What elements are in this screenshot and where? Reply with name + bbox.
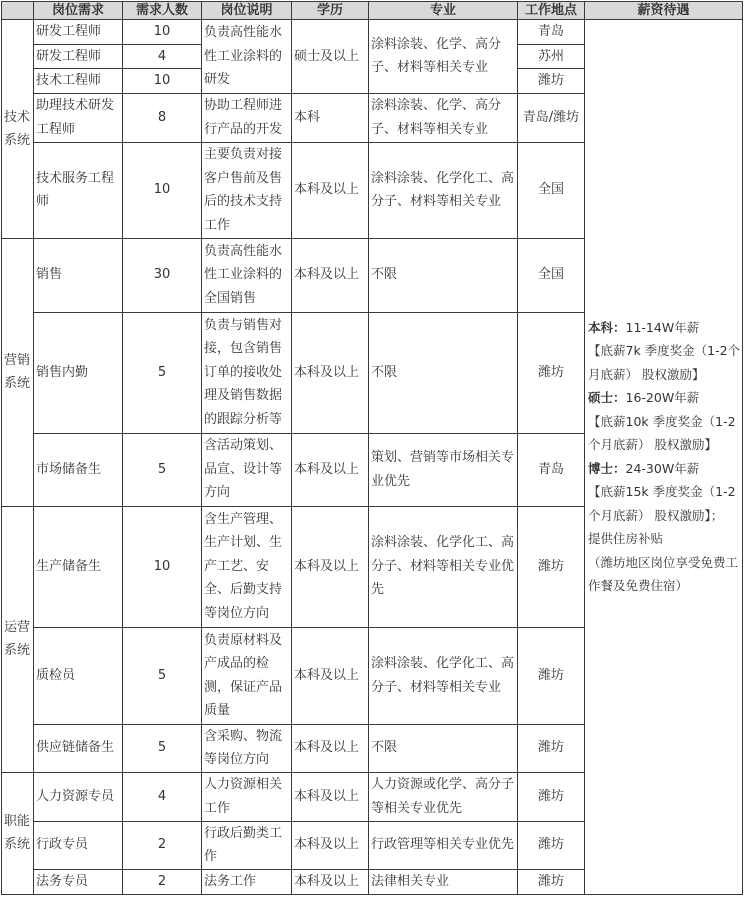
major-cell: 法律相关专业 bbox=[369, 869, 518, 894]
major-cell: 涂料涂装、化学化工、高分子、材料等相关专业 bbox=[369, 627, 518, 724]
pay-housing: 提供住房补贴 bbox=[588, 531, 664, 547]
edu-cell: 本科及以上 bbox=[292, 869, 369, 894]
pay-master-detail: 【底薪10k 季度奖金（1-2个月底薪） 股权激励】 bbox=[588, 413, 736, 453]
header-edu: 学历 bbox=[292, 2, 369, 20]
count-cell: 5 bbox=[123, 433, 202, 506]
count-cell: 2 bbox=[123, 869, 202, 894]
table-row bbox=[2, 20, 743, 45]
pay-bachelor bbox=[588, 316, 741, 340]
header-major: 专业 bbox=[369, 2, 518, 20]
desc-cell: 含活动策划、品宣、设计等方向 bbox=[202, 433, 292, 506]
pay-master-value: 16-20W年薪 bbox=[625, 390, 700, 406]
post-cell: 质检员 bbox=[34, 627, 123, 724]
post-cell: 人力资源专员 bbox=[34, 772, 123, 821]
pay-bachelor-label: 本科： bbox=[588, 319, 626, 335]
desc-cell: 负责原材料及产成品的检测，保证产品质量 bbox=[202, 627, 292, 724]
pay-doctor-value: 24-30W年薪 bbox=[625, 460, 700, 476]
location-cell: 青岛 bbox=[518, 20, 585, 45]
post-cell: 行政专员 bbox=[34, 821, 123, 869]
major-cell: 行政管理等相关专业优先 bbox=[369, 821, 518, 869]
edu-cell: 本科及以上 bbox=[292, 506, 369, 627]
location-cell: 青岛/潍坊 bbox=[518, 93, 585, 142]
desc-cell: 法务工作 bbox=[202, 869, 292, 894]
header-blank bbox=[2, 2, 34, 20]
desc-cell: 行政后勤类工作 bbox=[202, 821, 292, 869]
post-cell: 法务专员 bbox=[34, 869, 123, 894]
location-cell: 潍坊 bbox=[518, 869, 585, 894]
major-cell: 涂料涂装、化学、高分子、材料等相关专业 bbox=[369, 20, 518, 94]
post-cell: 销售内勤 bbox=[34, 312, 123, 433]
location-cell: 全国 bbox=[518, 142, 585, 238]
count-cell: 4 bbox=[123, 772, 202, 821]
pay-bachelor-detail: 【底薪7k 季度奖金（1-2个月底薪） 股权激励】 bbox=[588, 343, 741, 382]
major-cell: 策划、营销等市场相关专业优先 bbox=[369, 433, 518, 506]
location-cell: 潍坊 bbox=[518, 506, 585, 627]
location-cell: 潍坊 bbox=[518, 772, 585, 821]
count-cell: 4 bbox=[123, 44, 202, 69]
post-cell: 供应链储备生 bbox=[34, 724, 123, 772]
major-cell: 人力资源或化学、高分子等相关专业优先 bbox=[369, 772, 518, 821]
header-desc: 岗位说明 bbox=[202, 2, 292, 20]
pay-master-label: 硕士： bbox=[588, 390, 626, 406]
header-post: 岗位需求 bbox=[34, 2, 123, 20]
job-table bbox=[1, 1, 743, 895]
edu-cell: 本科及以上 bbox=[292, 627, 369, 724]
desc-cell: 含生产管理、生产计划、生产工艺、安全、后勤支持等岗位方向 bbox=[202, 506, 292, 627]
desc-cell: 人力资源相关工作 bbox=[202, 772, 292, 821]
location-cell: 青岛 bbox=[518, 433, 585, 506]
count-cell: 30 bbox=[123, 238, 202, 312]
post-cell: 技术服务工程师 bbox=[34, 142, 123, 238]
count-cell: 10 bbox=[123, 20, 202, 45]
pay-cell bbox=[585, 20, 743, 895]
post-cell: 市场储备生 bbox=[34, 433, 123, 506]
post-cell: 生产储备生 bbox=[34, 506, 123, 627]
edu-cell: 本科及以上 bbox=[292, 238, 369, 312]
location-cell: 潍坊 bbox=[518, 312, 585, 433]
major-cell: 涂料涂装、化学化工、高分子、材料等相关专业优先 bbox=[369, 506, 518, 627]
desc-cell: 含采购、物流等岗位方向 bbox=[202, 724, 292, 772]
count-cell: 2 bbox=[123, 821, 202, 869]
major-cell: 不限 bbox=[369, 238, 518, 312]
desc-cell: 负责高性能水性工业涂料的全国销售 bbox=[202, 238, 292, 312]
count-cell: 10 bbox=[123, 142, 202, 238]
count-cell: 10 bbox=[123, 69, 202, 94]
header-row bbox=[2, 2, 743, 20]
location-cell: 潍坊 bbox=[518, 69, 585, 94]
system-func: 职能系统 bbox=[2, 772, 34, 894]
edu-cell: 本科 bbox=[292, 93, 369, 142]
edu-cell: 本科及以上 bbox=[292, 142, 369, 238]
post-cell: 销售 bbox=[34, 238, 123, 312]
count-cell: 5 bbox=[123, 312, 202, 433]
pay-doctor-label: 博士： bbox=[588, 460, 626, 476]
count-cell: 8 bbox=[123, 93, 202, 142]
pay-note: （潍坊地区岗位享受免费工作餐及免费住宿） bbox=[588, 554, 739, 594]
location-cell: 苏州 bbox=[518, 44, 585, 69]
header-count: 需求人数 bbox=[123, 2, 202, 20]
edu-cell: 本科及以上 bbox=[292, 772, 369, 821]
edu-cell: 本科及以上 bbox=[292, 433, 369, 506]
post-cell: 研发工程师 bbox=[34, 20, 123, 45]
post-cell: 助理技术研发工程师 bbox=[34, 93, 123, 142]
major-cell: 涂料涂装、化学、高分子、材料等相关专业 bbox=[369, 93, 518, 142]
location-cell: 潍坊 bbox=[518, 821, 585, 869]
pay-doctor bbox=[588, 457, 741, 481]
location-cell: 潍坊 bbox=[518, 627, 585, 724]
header-location: 工作地点 bbox=[518, 2, 585, 20]
pay-bachelor-value: 11-14W年薪 bbox=[625, 319, 700, 335]
desc-cell: 主要负责对接客户售前及售后的技术支持工作 bbox=[202, 142, 292, 238]
desc-cell: 负责与销售对接，包含销售订单的接收处理及销售数据的跟踪分析等 bbox=[202, 312, 292, 433]
edu-cell: 硕士及以上 bbox=[292, 20, 369, 94]
pay-doctor-detail: 【底薪15k 季度奖金（1-2个月底薪） 股权激励】； bbox=[588, 484, 736, 523]
system-ops: 运营系统 bbox=[2, 506, 34, 772]
edu-cell: 本科及以上 bbox=[292, 312, 369, 433]
major-cell: 涂料涂装、化学化工、高分子、材料等相关专业 bbox=[369, 142, 518, 238]
system-tech: 技术系统 bbox=[2, 20, 34, 239]
count-cell: 5 bbox=[123, 627, 202, 724]
system-sales: 营销系统 bbox=[2, 238, 34, 506]
major-cell: 不限 bbox=[369, 312, 518, 433]
location-cell: 潍坊 bbox=[518, 724, 585, 772]
desc-cell: 协助工程师进行产品的开发 bbox=[202, 93, 292, 142]
edu-cell: 本科及以上 bbox=[292, 724, 369, 772]
post-cell: 研发工程师 bbox=[34, 44, 123, 69]
count-cell: 10 bbox=[123, 506, 202, 627]
major-cell: 不限 bbox=[369, 724, 518, 772]
count-cell: 5 bbox=[123, 724, 202, 772]
post-cell: 技术工程师 bbox=[34, 69, 123, 94]
location-cell: 全国 bbox=[518, 238, 585, 312]
pay-master bbox=[588, 386, 741, 410]
header-pay: 薪资待遇 bbox=[585, 2, 743, 20]
edu-cell: 本科及以上 bbox=[292, 821, 369, 869]
desc-cell: 负责高性能水性工业涂料的研发 bbox=[202, 20, 292, 94]
